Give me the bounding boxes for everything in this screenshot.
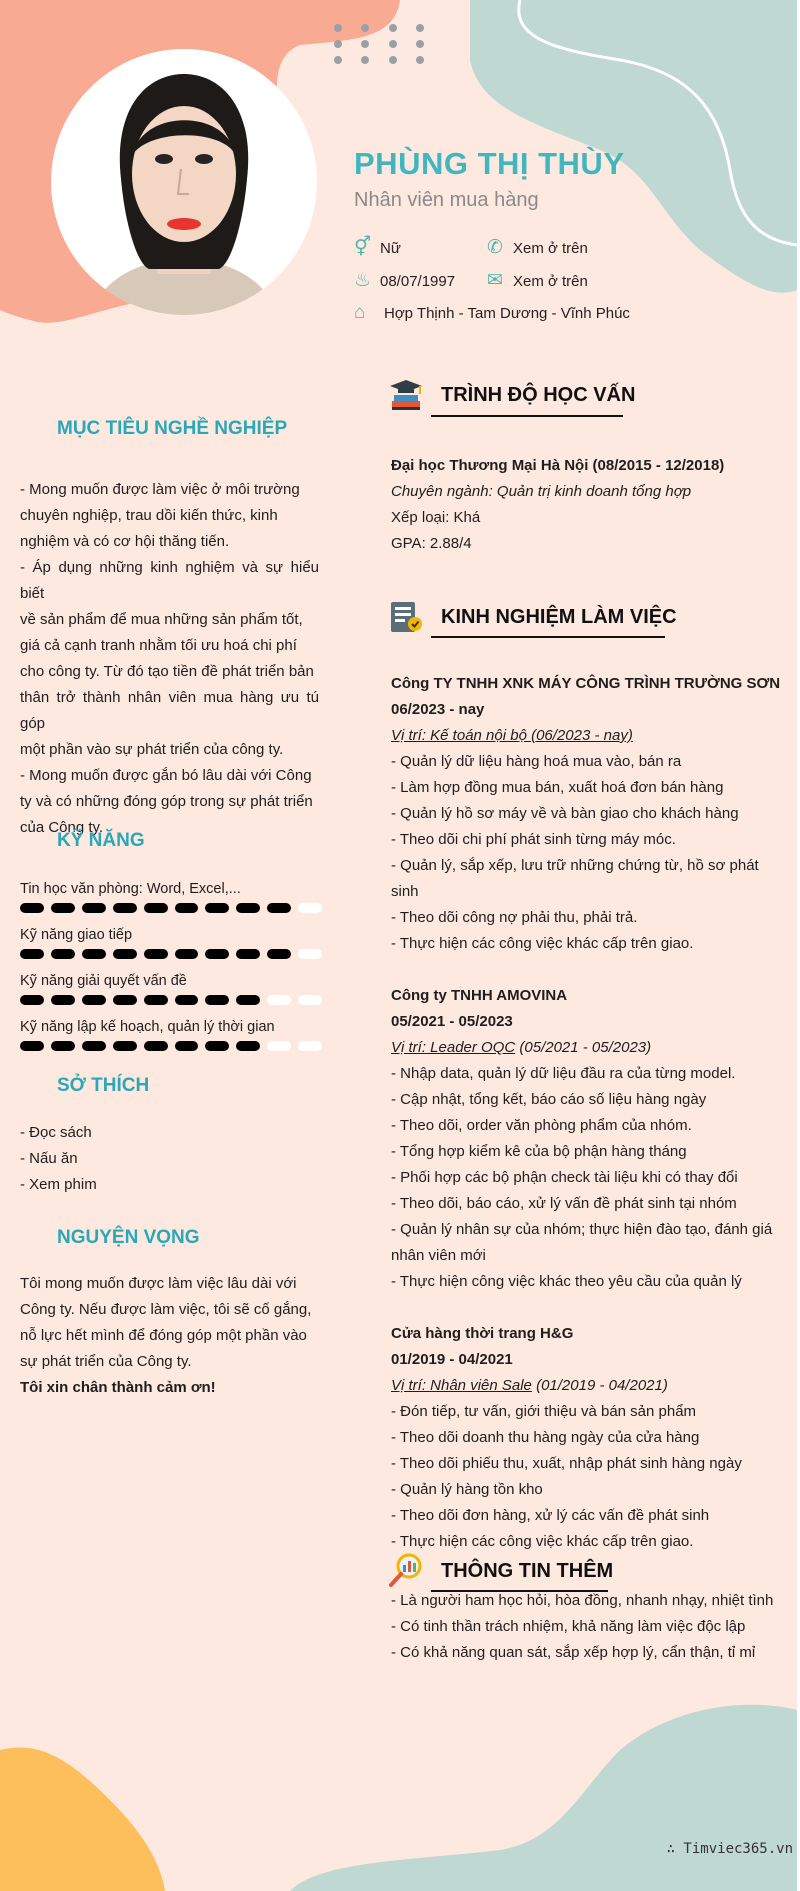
email-value: Xem ở trên	[513, 273, 588, 290]
skill-dash-filled	[236, 949, 260, 959]
aspiration-closing: Tôi xin chân thành cảm ơn!	[20, 1379, 216, 1396]
objective-line: ty và có những đóng góp trong sự phát triển	[20, 793, 313, 810]
skill-dash-filled	[20, 903, 44, 913]
skill-label: Kỹ năng giải quyết vấn đề	[20, 973, 187, 989]
phone-icon: ✆	[487, 237, 503, 258]
objective-line: về sản phẩm để mua những sản phẩm tốt,	[20, 611, 303, 628]
job-duty: - Tổng hợp kiểm kê của bộ phận hàng tháng	[391, 1143, 687, 1160]
phone-value: Xem ở trên	[513, 240, 588, 257]
objective-line: - Mong muốn được làm việc ở môi trường	[20, 481, 300, 498]
skill-dash-filled	[236, 1041, 260, 1051]
address-row	[354, 302, 630, 324]
skill-label: Kỹ năng giao tiếp	[20, 927, 133, 943]
skill-dash-filled	[113, 949, 137, 959]
aspiration-title: NGUYỆN VỌNG	[57, 1227, 200, 1248]
job-position-row	[391, 1377, 791, 1403]
skill-dash-empty	[298, 995, 322, 1005]
job-duty: - Thực hiện các công việc khác cấp trên giao.	[391, 935, 694, 952]
job-period: 06/2023 - nay	[391, 701, 485, 718]
additional-item: - Có khả năng quan sát, sắp xếp hợp lý, cẩn thận, tỉ mỉ	[391, 1644, 756, 1661]
job-period: 05/2021 - 05/2023	[391, 1013, 513, 1030]
hobby-item: - Xem phim	[20, 1176, 97, 1193]
skill-dash-filled	[113, 995, 137, 1005]
job-duty: - Theo dõi chi phí phát sinh từng máy móc.	[391, 831, 676, 848]
skill-dash-filled	[51, 903, 75, 913]
skill-dash-filled	[175, 949, 199, 959]
skill-dash-filled	[20, 1041, 44, 1051]
email-icon: ✉	[487, 270, 503, 291]
hobbies-title: SỞ THÍCH	[57, 1075, 150, 1096]
job-position: Vị trí: Nhân viên Sale	[391, 1377, 532, 1394]
aspiration-line: Công ty. Nếu được làm việc, tôi sẽ cố gắng,	[20, 1301, 312, 1318]
skill-dash-filled	[205, 949, 229, 959]
skill-dash-filled	[82, 1041, 106, 1051]
birthday-cake-icon: ♨	[354, 270, 372, 291]
job-position-row	[391, 1039, 791, 1065]
job-duty: - Quản lý nhân sự của nhóm; thực hiện đào tạo, đánh giá	[391, 1221, 773, 1238]
job-duty: - Theo dõi, báo cáo, xử lý vấn đề phát sinh tại nhóm	[391, 1195, 737, 1212]
skill-dash-filled	[175, 903, 199, 913]
skill-dash-filled	[144, 949, 168, 959]
avatar	[51, 49, 317, 315]
job-duty: - Quản lý dữ liệu hàng hoá mua vào, bán ra	[391, 753, 682, 770]
skill-dash-filled	[144, 1041, 168, 1051]
job-position: Vị trí: Kế toán nội bộ (06/2023 - nay)	[391, 727, 633, 744]
objective-line: nghiệm và có cơ hội thăng tiến.	[20, 533, 230, 550]
skill-label: Tin học văn phòng: Word, Excel,...	[20, 881, 241, 897]
education-title: TRÌNH ĐỘ HỌC VẤN	[441, 384, 636, 406]
objective-line: của Công ty.	[20, 819, 104, 836]
skill-dash-empty	[298, 1041, 322, 1051]
skill-dash-filled	[113, 1041, 137, 1051]
skill-dash-filled	[175, 1041, 199, 1051]
skill-dash-filled	[236, 995, 260, 1005]
watermark: ∴ Timviec365.vn	[666, 1841, 793, 1857]
hobby-item: - Nấu ăn	[20, 1150, 78, 1167]
objective-line: - Áp dụng những kinh nghiệm và sự hiểu biết	[20, 559, 319, 602]
skill-dash-filled	[20, 995, 44, 1005]
aspiration-line: nỗ lực hết mình để đóng góp một phần vào	[20, 1327, 307, 1344]
job-company: Cửa hàng thời trang H&G	[391, 1325, 574, 1342]
skill-dash-filled	[144, 903, 168, 913]
experience-title: KINH NGHIỆM LÀM VIỆC	[441, 606, 677, 628]
skill-dash-filled	[51, 949, 75, 959]
skill-dash-empty	[267, 1041, 291, 1051]
job-duty: - Đón tiếp, tư vấn, giới thiệu và bán sản phẩm	[391, 1403, 697, 1420]
job-entry	[391, 675, 791, 961]
job-duty: - Thực hiện công việc khác theo yêu cầu của quản lý	[391, 1273, 742, 1290]
aspiration-line: sự phát triển của Công ty.	[20, 1353, 192, 1370]
skill-level-bar	[20, 995, 322, 1005]
education-school: Đại học Thương Mại Hà Nội (08/2015 - 12/2018)	[391, 457, 725, 474]
job-duty: - Quản lý, sắp xếp, lưu trữ những chứng từ, hồ sơ phát	[391, 857, 759, 874]
skill-dash-filled	[51, 1041, 75, 1051]
skill-dash-filled	[205, 995, 229, 1005]
job-duty: nhân viên mới	[391, 1247, 486, 1264]
job-duty: - Thực hiện các công việc khác cấp trên giao.	[391, 1533, 694, 1550]
home-icon: ⌂	[354, 302, 366, 323]
job-company: Công TY TNHH XNK MÁY CÔNG TRÌNH TRƯỜNG SƠN	[391, 675, 781, 692]
gender-icon: ⚥	[354, 237, 372, 258]
job-title: Nhân viên mua hàng	[354, 189, 539, 211]
skill-dash-filled	[20, 949, 44, 959]
additional-item: - Có tinh thần trách nhiệm, khả năng làm việc độc lập	[391, 1618, 746, 1635]
job-duty: - Theo dõi doanh thu hàng ngày của cửa hàng	[391, 1429, 700, 1446]
job-duty: - Theo dõi công nợ phải thu, phải trả.	[391, 909, 638, 926]
job-duty: - Quản lý hàng tồn kho	[391, 1481, 543, 1498]
education-gpa: GPA: 2.88/4	[391, 535, 472, 552]
birthday-row	[354, 269, 455, 292]
job-position-extra: (01/2019 - 04/2021)	[531, 1377, 668, 1394]
additional-item: - Là người ham học hỏi, hòa đồng, nhanh nhạy, nhiệt tình	[391, 1592, 774, 1609]
skill-level-bar	[20, 1041, 322, 1051]
address-value: Hợp Thịnh - Tam Dương - Vĩnh Phúc	[384, 305, 630, 322]
job-duty: - Nhập data, quản lý dữ liệu đầu ra của từng model.	[391, 1065, 736, 1082]
graduation-books-icon	[388, 377, 424, 413]
job-duty: - Theo dõi, order văn phòng phẩm của nhóm.	[391, 1117, 692, 1134]
job-position-extra: (05/2021 - 05/2023)	[515, 1039, 652, 1056]
education-rank: Xếp loại: Khá	[391, 509, 481, 526]
skill-dash-empty	[267, 995, 291, 1005]
skill-level-bar	[20, 903, 322, 913]
skill-level-bar	[20, 949, 322, 959]
phone-row	[487, 236, 588, 259]
skill-dash-filled	[267, 949, 291, 959]
objective-line: cho công ty. Từ đó tạo tiền đề phát triển bản	[20, 663, 314, 680]
email-row	[487, 269, 588, 292]
skill-dash-filled	[175, 995, 199, 1005]
skill-dash-filled	[205, 903, 229, 913]
objective-line: một phần vào sự phát triển của công ty.	[20, 741, 284, 758]
job-entry	[391, 1325, 791, 1559]
skill-dash-filled	[51, 995, 75, 1005]
objective-line: thân trở thành nhân viên mua hàng ưu tú góp	[20, 689, 319, 732]
job-duty: - Quản lý hồ sơ máy về và bàn giao cho khách hàng	[391, 805, 739, 822]
objective-line: giá cả cạnh tranh nhằm tối ưu hoá chi phí	[20, 637, 297, 654]
candidate-name: PHÙNG THỊ THÙY	[354, 146, 625, 181]
job-duty: sinh	[391, 883, 419, 900]
additional-title: THÔNG TIN THÊM	[441, 1560, 614, 1582]
skill-dash-filled	[144, 995, 168, 1005]
job-duty: - Theo dõi đơn hàng, xử lý các vấn đề phát sinh	[391, 1507, 710, 1524]
skill-label: Kỹ năng lập kế hoạch, quản lý thời gian	[20, 1019, 275, 1035]
job-duty: - Theo dõi phiếu thu, xuất, nhập phát sinh hàng ngày	[391, 1455, 742, 1472]
job-position-row	[391, 727, 791, 753]
skill-dash-filled	[113, 903, 137, 913]
experience-title-underline	[431, 636, 665, 638]
skill-dash-empty	[298, 949, 322, 959]
hobby-item: - Đọc sách	[20, 1124, 92, 1141]
gender-row	[354, 236, 401, 259]
job-duty: - Phối hợp các bộ phận check tài liệu khi có thay đổi	[391, 1169, 738, 1186]
skill-dash-filled	[82, 995, 106, 1005]
objective-line: - Mong muốn được gắn bó lâu dài với Công	[20, 767, 312, 784]
skill-dash-empty	[298, 903, 322, 913]
job-duty: - Cập nhật, tổng kết, báo cáo số liệu hàng ngày	[391, 1091, 707, 1108]
job-company: Công ty TNHH AMOVINA	[391, 987, 568, 1004]
job-entry	[391, 987, 791, 1299]
job-position: Vị trí: Leader OQC	[391, 1039, 516, 1056]
aspiration-line: Tôi mong muốn được làm việc lâu dài với	[20, 1275, 297, 1292]
skill-dash-filled	[236, 903, 260, 913]
skill-dash-filled	[205, 1041, 229, 1051]
skills-title: KỸ NĂNG	[57, 830, 145, 851]
magnifier-chart-icon	[388, 1552, 424, 1588]
birthday-value: 08/07/1997	[380, 273, 456, 290]
job-period: 01/2019 - 04/2021	[391, 1351, 513, 1368]
decorative-dot-grid	[330, 22, 430, 68]
objective-text	[20, 477, 319, 841]
objective-title: MỤC TIÊU NGHỀ NGHIỆP	[57, 418, 288, 439]
skill-dash-filled	[82, 949, 106, 959]
gender-value: Nữ	[380, 240, 401, 257]
skill-dash-filled	[82, 903, 106, 913]
work-report-icon	[388, 598, 424, 634]
skill-dash-filled	[267, 903, 291, 913]
job-duty: - Làm hợp đồng mua bán, xuất hoá đơn bán hàng	[391, 779, 724, 796]
objective-line: chuyên nghiệp, trau dồi kiến thức, kinh	[20, 507, 278, 524]
education-title-underline	[431, 415, 623, 417]
education-major: Chuyên ngành: Quản trị kinh doanh tổng hợp	[391, 483, 692, 500]
